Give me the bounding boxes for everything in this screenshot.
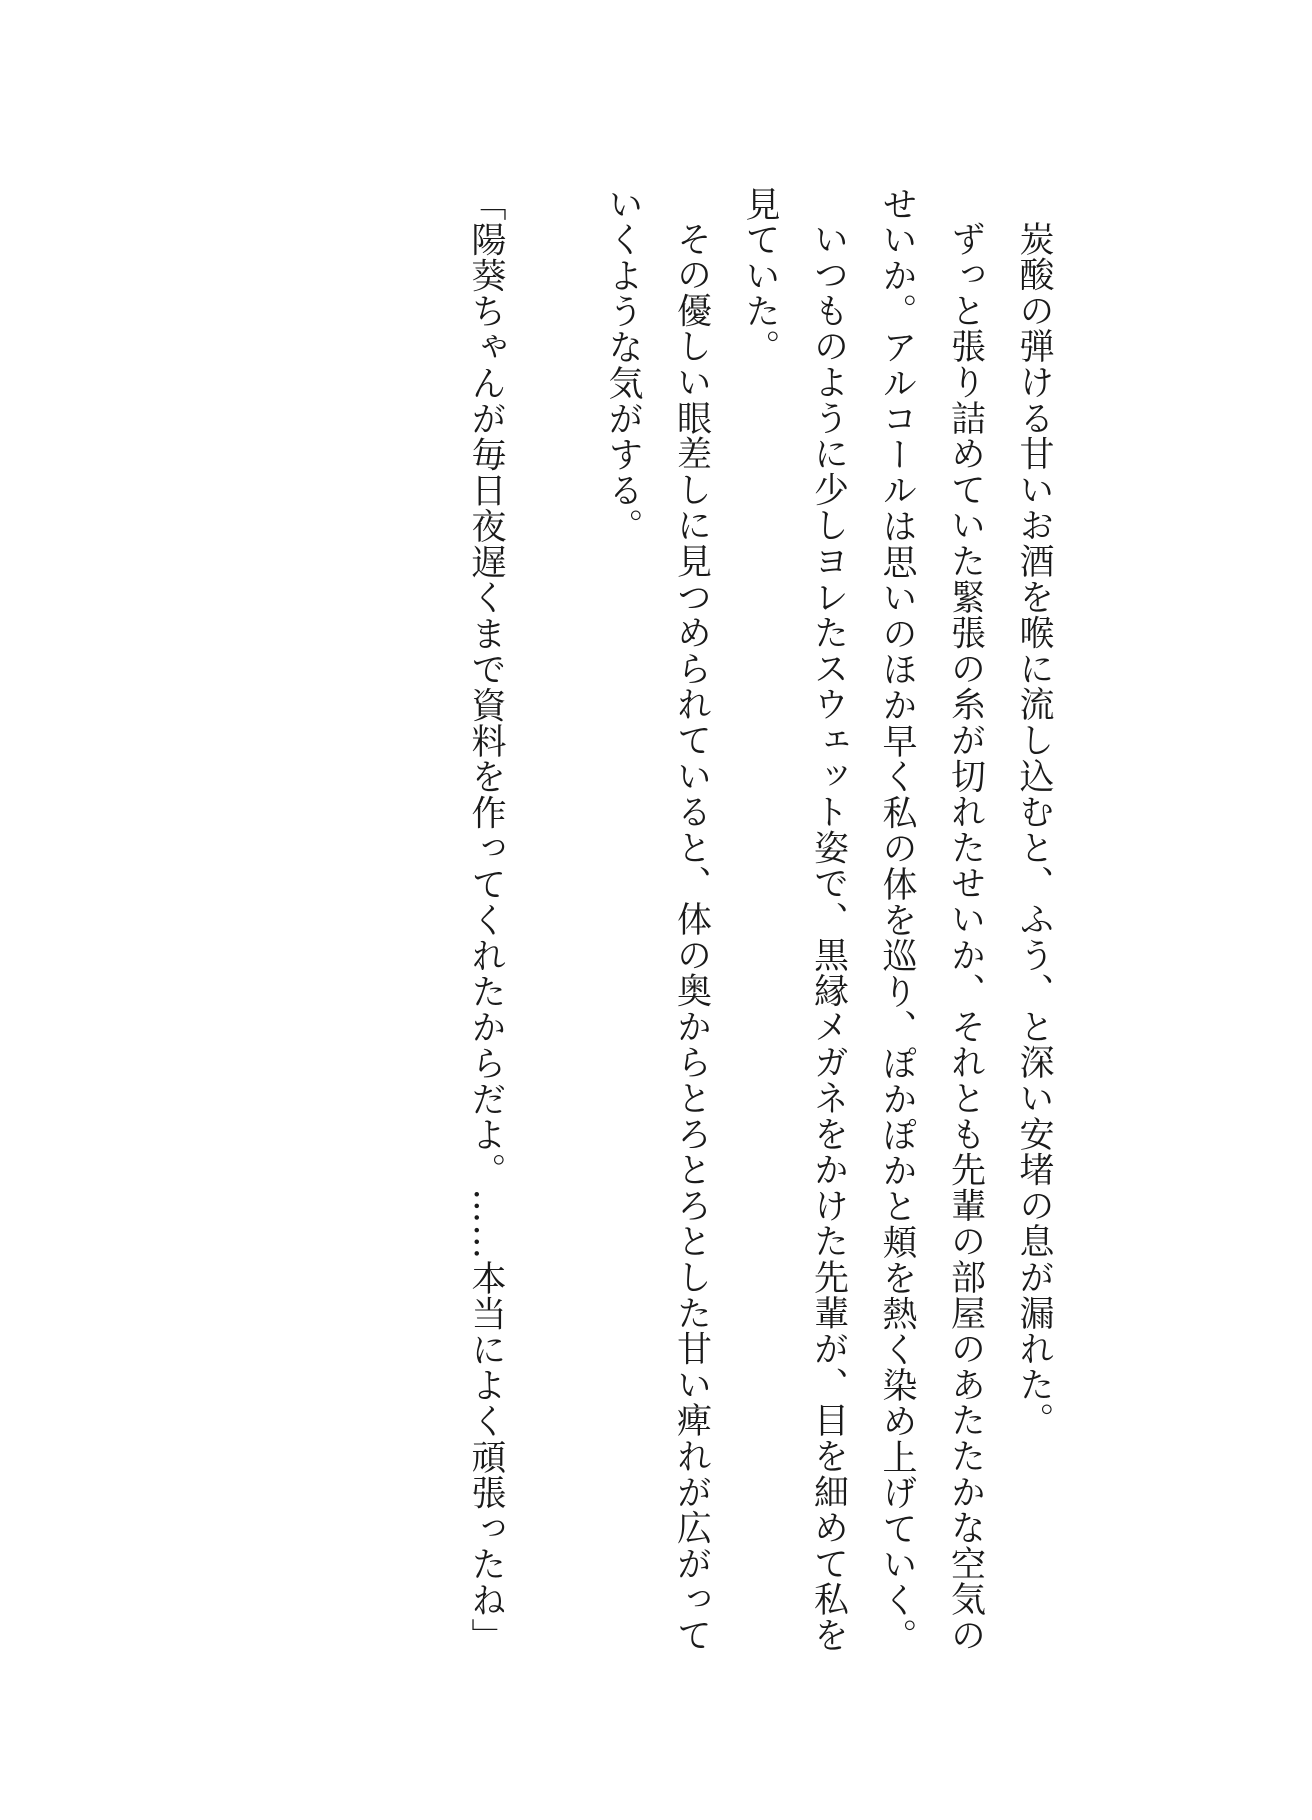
dialogue-paragraph: 「陽葵ちゃんが毎日夜遅くまで資料を作ってくれたからだよ。……本当によく頑張ったね」 bbox=[466, 186, 506, 1654]
paragraph-1: 炭酸の弾ける甘いお酒を喉に流し込むと、ふう、と深い安堵の息が漏れた。 bbox=[1014, 221, 1054, 1439]
paragraph-3: いつものように少しヨレたスウェット姿で、黒縁メガネをかけた先輩が、目を細めて私を見ていた。 bbox=[740, 186, 849, 1653]
paragraph-4: その優しい眼差しに見つめられていると、体の奥からとろとろとした甘い痺れが広がっていくような気がする。 bbox=[603, 186, 712, 1653]
paragraph-2: ずっと張り詰めていた緊張の糸が切れたせいか、それとも先輩の部屋のあたたかな空気のせいか。アルコールは思いのほか早く私の体を巡り、ぽかぽかと頬を熱く染め上げていく。 bbox=[877, 186, 986, 1654]
vertical-text-body bbox=[452, 186, 1069, 1666]
